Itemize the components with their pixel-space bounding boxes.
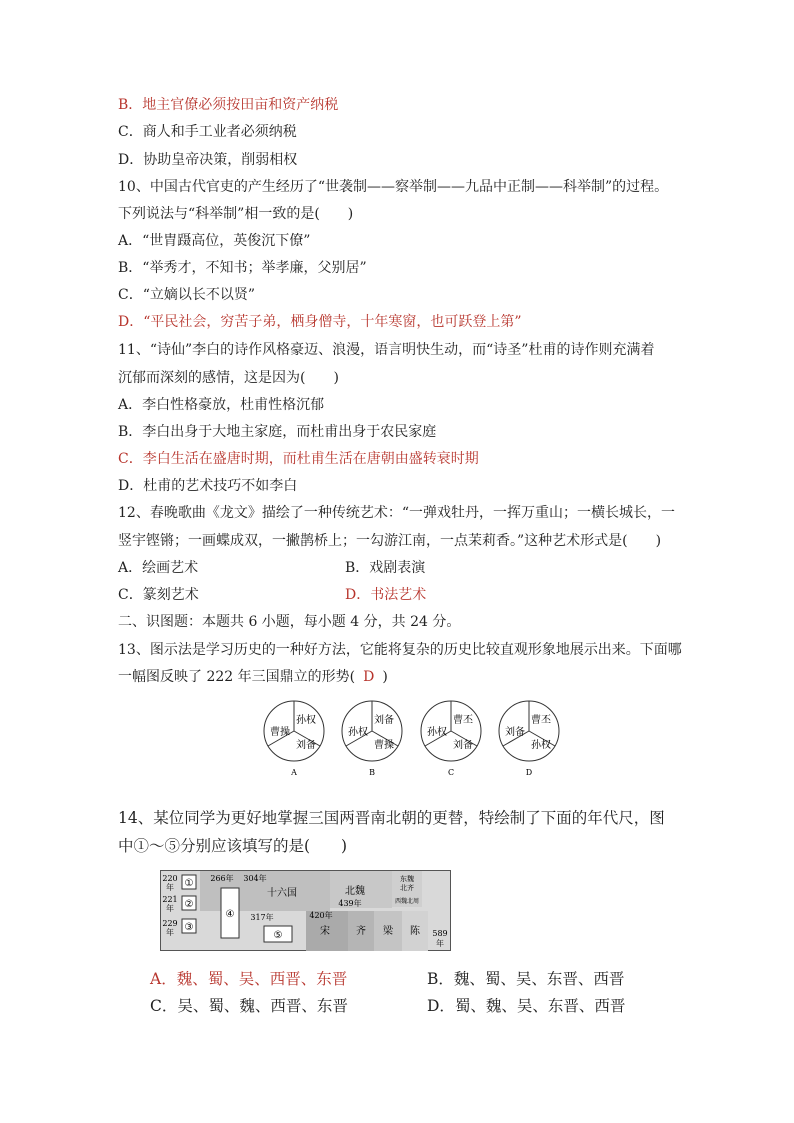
tl-dongwei: 东魏 <box>400 875 414 883</box>
circle-b-label: B <box>369 768 375 777</box>
q13-stem-line2 <box>118 668 388 686</box>
tl-sixteen-kingdoms: 十六国 <box>267 888 297 899</box>
q9-option-d: D．协助皇帝决策，削弱相权 <box>118 152 298 168</box>
tl-beiwei: 北魏 <box>345 886 365 897</box>
tl-marker-5: ⑤ <box>273 930 283 941</box>
q12-option-d: D．书法艺术 <box>345 587 427 603</box>
q14-option-a: A．魏、蜀、吴、西晋、东晋 <box>150 970 348 988</box>
q11-stem-line1: 11、“诗仙”李白的诗作风格豪迈、浪漫，语言明快生动，而“诗圣”杜甫的诗作则充满着 <box>118 342 655 358</box>
q9-option-b: B．地主官僚必须按田亩和资产纳税 <box>118 97 339 113</box>
tl-y304: 304年 <box>243 874 267 883</box>
q11-option-a: A．李白性格豪放，杜甫性格沉郁 <box>118 397 325 413</box>
tl-y229-num: 229 <box>162 919 178 928</box>
tl-qi: 齐 <box>356 926 366 937</box>
tl-chen: 陈 <box>410 926 420 937</box>
q13-stem-close: ) <box>382 669 388 685</box>
q11-option-d: D．杜甫的艺术技巧不如李白 <box>118 478 298 494</box>
tl-xiwei: 西魏北周 <box>394 898 420 905</box>
q14-option-b: B．魏、蜀、吴、东晋、西晋 <box>427 970 625 988</box>
q11-stem-line2: 沉郁而深刻的感情，这是因为( ) <box>118 370 339 386</box>
q10-option-c: C．“立嫡以长不以贤” <box>118 287 256 303</box>
q12-option-a: A．绘画艺术 <box>118 560 199 576</box>
q13-stem-line1: 13、图示法是学习历史的一种好方法，它能将复杂的历史比较直观形象地展示出来。下面哪 <box>118 642 682 658</box>
q14-option-c: C．吴、蜀、魏、西晋、东晋 <box>150 997 348 1015</box>
q14-stem-line1: 14、某位同学为更好地掌握三国两晋南北朝的更替，特绘制了下面的年代尺，图 <box>118 809 665 827</box>
tl-song: 宋 <box>320 926 330 937</box>
circle-c-top-right: 曹丕 <box>453 715 473 726</box>
circle-diagram-d <box>499 701 559 777</box>
q12-option-c: C．篆刻艺术 <box>118 587 199 603</box>
q12-stem-line1: 12、春晚歌曲《龙文》描绘了一种传统艺术：“一弹戏牡丹，一挥万重山；一横长城长，一 <box>118 505 675 521</box>
circle-d-label: D <box>525 768 533 777</box>
circle-c-left: 孙权 <box>427 727 447 738</box>
tl-y220-num: 220 <box>162 874 178 883</box>
tl-y266: 266年 <box>210 874 234 883</box>
q13-stem-text: 一幅图反映了 222 年三国鼎立的形势( <box>118 669 356 685</box>
circle-c-bottom-right: 刘备 <box>453 740 473 751</box>
section-two-heading: 二、识图题：本题共 6 小题，每小题 4 分，共 24 分。 <box>118 614 461 630</box>
tl-marker-2: ② <box>184 899 194 910</box>
q12-option-b: B．戏剧表演 <box>345 560 426 576</box>
circle-a-top-right: 孙权 <box>296 715 316 726</box>
q10-stem-line2: 下列说法与“科举制”相一致的是( ) <box>118 206 354 222</box>
circle-a-left: 曹操 <box>270 727 290 738</box>
tl-y221-num: 221 <box>162 895 178 904</box>
tl-y589-unit: 年 <box>436 939 444 948</box>
era-timeline-diagram <box>160 870 452 952</box>
tl-y220-unit: 年 <box>166 883 174 892</box>
q10-option-d: D．“平民社会，穷苦子弟，栖身僧寺，十年寒窗，也可跃登上第” <box>118 314 522 330</box>
tl-y420: 420年 <box>309 911 333 920</box>
tl-beiqi: 北齐 <box>400 884 414 892</box>
q14-stem-line2: 中①～⑤分别应该填写的是( ) <box>118 837 348 855</box>
tl-y221-unit: 年 <box>166 904 174 913</box>
tl-marker-1: ① <box>184 878 194 889</box>
tl-y589-num: 589 <box>432 929 448 938</box>
q10-stem-line1: 10、中国古代官吏的产生经历了“世袭制——察举制——九品中正制——科举制”的过程。 <box>118 179 669 195</box>
q10-option-b: B．“举秀才，不知书；举孝廉，父别居” <box>118 260 367 276</box>
circle-b-bottom-right: 曹操 <box>374 740 394 751</box>
tl-marker-4: ④ <box>225 909 235 920</box>
circle-b-left: 孙权 <box>348 727 368 738</box>
q10-option-a: A．“世胄蹑高位，英俊沉下僚” <box>118 233 311 249</box>
q9-option-c: C．商人和手工业者必须纳税 <box>118 124 297 140</box>
circle-diagram-a <box>264 701 324 777</box>
q13-answer: D <box>363 669 375 685</box>
circle-b-top-right: 刘备 <box>374 715 394 726</box>
circle-d-top-right: 曹丕 <box>531 715 551 726</box>
circle-diagram-c <box>421 701 481 777</box>
q11-option-b: B．李白出身于大地主家庭，而杜甫出身于农民家庭 <box>118 424 437 440</box>
tl-marker-3: ③ <box>184 922 194 933</box>
circle-a-label: A <box>291 768 297 777</box>
circle-diagram-b <box>342 701 402 777</box>
circle-c-label: C <box>447 768 455 777</box>
tl-y439: 439年 <box>338 899 362 908</box>
q12-stem-line2: 竖宇铿锵；一画蝶成双，一撇鹊桥上；一勾游江南，一点茉莉香。”这种艺术形式是( ) <box>118 533 662 549</box>
circle-d-left: 刘备 <box>505 727 525 738</box>
tl-y229-unit: 年 <box>166 928 174 937</box>
circle-a-bottom-right: 刘备 <box>296 740 316 751</box>
circle-d-bottom-right: 孙权 <box>531 740 551 751</box>
three-kingdoms-circle-diagrams <box>262 700 562 780</box>
q14-option-d: D．蜀、魏、吴、东晋、西晋 <box>427 997 626 1015</box>
tl-y317: 317年 <box>250 913 274 922</box>
q11-option-c: C．李白生活在盛唐时期，而杜甫生活在唐朝由盛转衰时期 <box>118 451 479 467</box>
tl-liang: 梁 <box>383 926 393 937</box>
